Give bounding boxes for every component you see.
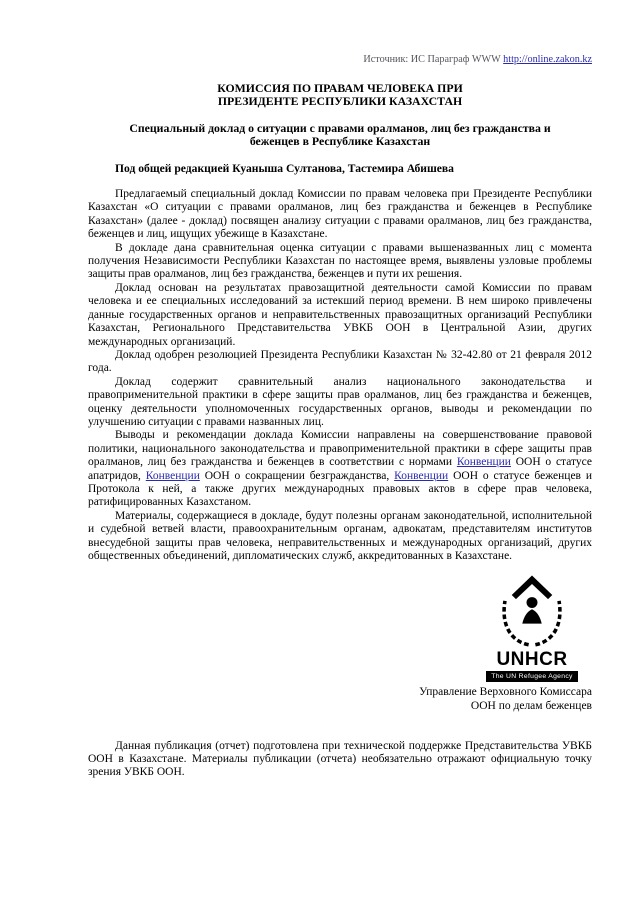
report-title: Специальный доклад о ситуации с правами оралманов, лиц без гражданства и беженцев в Республике Казахстан bbox=[129, 120, 551, 149]
org-title-line1: КОМИССИЯ ПО ПРАВАМ ЧЕЛОВЕКА ПРИ bbox=[217, 81, 463, 95]
spacer bbox=[88, 714, 592, 740]
paragraph-approval: Доклад одобрен резолюцией Президента Республики Казахстан № 32-42.80 от 21 февраля 2012 года. bbox=[88, 348, 592, 375]
paragraph-comparative-assessment: В докладе дана сравнительная оценка ситуации с правами вышеназванных лиц с момента получения Независимости Республики Казахстан по настоящее время, выявлены узловые проблемы защиты прав оралманов, лиц без гражданства, беженцев и пути их решения. bbox=[88, 241, 592, 281]
org-title bbox=[88, 82, 592, 109]
source-link[interactable]: http://online.zakon.kz bbox=[503, 54, 592, 65]
paragraph-basis: Доклад основан на результатах правозащитной деятельности самой Комиссии по правам человека и ее специальных исследований за истекший период времени. В нем широко привлечены данные государственных органов и неправительственных правозащитных организаций Республики Казахстан, Регионального Представительства УВКБ ООН в Центральной Азии, других международных организаций. bbox=[88, 281, 592, 348]
unhcr-logo-block bbox=[88, 573, 592, 682]
unhcr-logo bbox=[486, 573, 578, 682]
unhcr-caption-line1: Управление Верховного Комиссара bbox=[419, 686, 592, 699]
org-title-line2: ПРЕЗИДЕНТЕ РЕСПУБЛИКИ КАЗАХСТАН bbox=[217, 94, 463, 109]
unhcr-emblem-icon bbox=[488, 573, 576, 649]
conventions-text-2: ООН о сокращении безгражданства, bbox=[199, 469, 395, 482]
paragraph-intro: Предлагаемый специальный доклад Комиссии по правам человека при Президенте Республики Казахстан «О ситуации с правами оралманов, лиц без гражданства и беженцев в Республике Казахстан» (далее - доклад) посвящен анализу ситуации с правами оралманов, лиц без гражданства, беженцев и лиц, ищущих убежище в Казахстане. bbox=[88, 188, 592, 241]
source-line bbox=[88, 54, 592, 66]
convention-reduction-statelessness-link[interactable]: Конвенции bbox=[145, 469, 200, 482]
spacer bbox=[88, 175, 592, 188]
unhcr-caption-line2: ООН по делам беженцев bbox=[470, 700, 592, 712]
conventions-text-0: Выводы и рекомендации доклада Комиссии направлены на совершенствование правовой политики, национального законодательства и правоприменительной практики в сфере защиты прав оралманов, лиц без гражданства и беженцев в соответствии с нормами bbox=[88, 429, 592, 469]
spacer bbox=[88, 109, 592, 122]
unhcr-tagline: The UN Refugee Agency bbox=[486, 671, 578, 682]
conventions-text-3: ООН о статусе беженцев и Протокола к ней, а также других международных правовых актов в сфере прав человека, ратифицированных Казахстаном. bbox=[88, 469, 593, 509]
spacer bbox=[88, 149, 592, 162]
convention-stateless-status-link[interactable]: Конвенции bbox=[456, 456, 511, 469]
paragraph-contents: Доклад содержит сравнительный анализ национального законодательства и правоприменительной практики в сфере защиты прав оралманов, лиц без гражданства и беженцев, оценку деятельности уполномоченных государственных органов, выводы и рекомендации по улучшению ситуации с правами названных лиц. bbox=[88, 375, 592, 428]
paragraph-conventions bbox=[88, 429, 592, 509]
source-prefix: Источник: ИС Параграф WWW bbox=[363, 54, 504, 65]
paragraph-audience: Материалы, содержащиеся в докладе, будут полезны органам законодательной, исполнительной и судебной ветвей власти, правоохранительным органам, адвокатам, представителям институтов внесудебной защиты прав человека, неправительственных и международных организаций, других общественных объединений, дипломатических служб, аккредитованных в Казахстане. bbox=[88, 509, 592, 562]
footer-note: Данная публикация (отчет) подготовлена при технической поддержке Представительства УВКБ ООН в Казахстане. Материалы публикации (отчета) необязательно отражают официальную точку зрения УВКБ ООН. bbox=[88, 739, 592, 779]
unhcr-caption bbox=[88, 686, 592, 713]
editors-line: Под общей редакцией Куаныша Султанова, Тастемира Абишева bbox=[115, 161, 454, 175]
unhcr-wordmark: UNHCR bbox=[496, 649, 568, 671]
convention-refugee-status-link[interactable]: Конвенции bbox=[394, 469, 449, 482]
conventions-text-1: ООН о статусе апатридов, bbox=[88, 456, 593, 482]
